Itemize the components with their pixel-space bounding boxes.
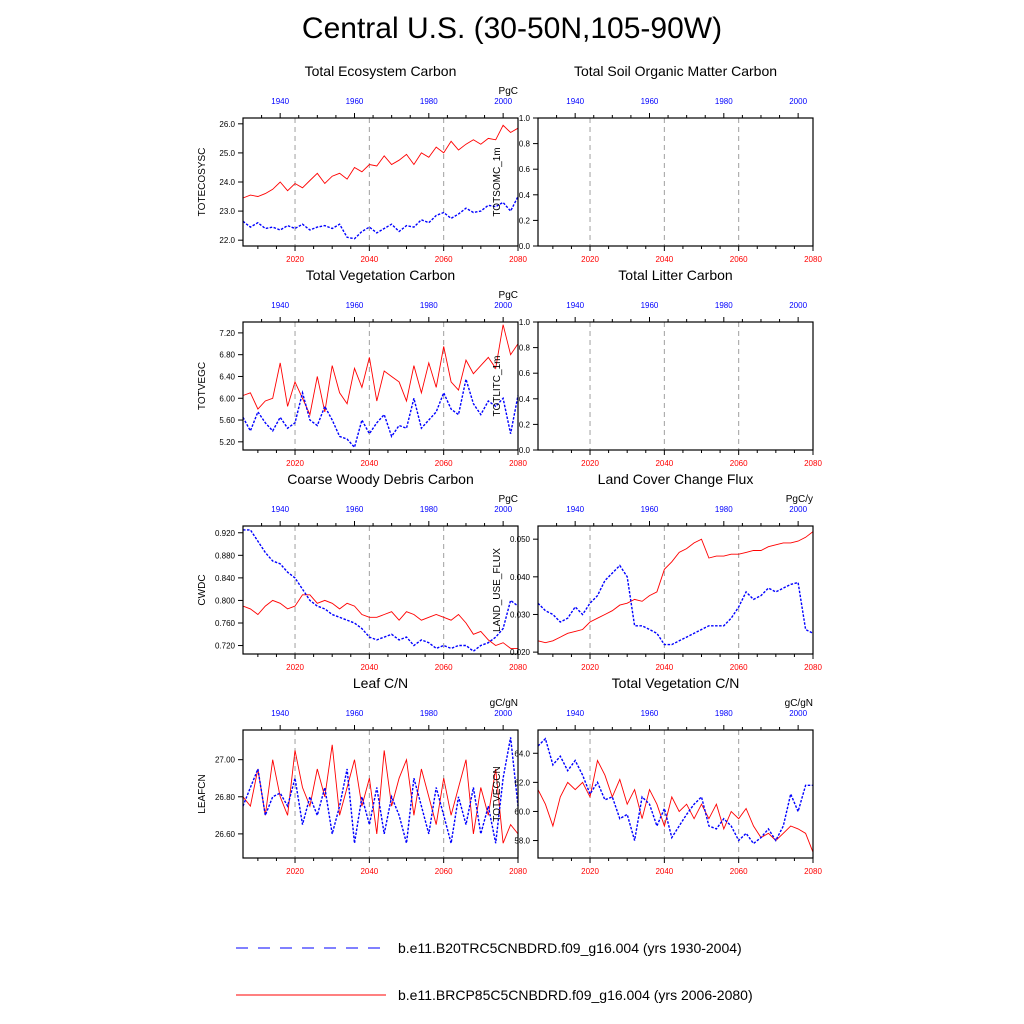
y-tick-label: 0.840 [214,573,235,583]
y-tick-label: 0.800 [214,596,235,606]
bottom-x-tick-label: 2020 [286,867,304,876]
y-tick-label: 22.0 [219,236,235,246]
top-x-tick-label: 1980 [714,709,733,718]
series-line-rcp85 [243,595,518,649]
top-x-tick-label: 1980 [419,505,438,514]
y-tick-label: 0.2 [518,420,530,430]
y-tick-label: 0.8 [518,343,530,353]
top-x-tick-label: 2000 [789,97,808,106]
top-x-tick-label: 1960 [345,97,364,106]
y-tick-label: 0.030 [509,610,530,620]
y-tick-label: 6.80 [219,350,235,360]
bottom-x-tick-label: 2080 [804,663,822,672]
y-tick-label: 0.760 [214,618,235,628]
plot-frame [538,322,813,450]
top-x-tick-label: 2000 [789,505,808,514]
legend-label: b.e11.B20TRC5CNBDRD.f09_g16.004 (yrs 1930-2004) [398,940,742,956]
top-x-tick-label: 1940 [271,301,290,310]
top-x-tick-label: 1940 [566,709,585,718]
bottom-x-tick-label: 2020 [581,663,599,672]
chart-panel [197,267,527,468]
y-tick-label: 64.0 [514,749,530,759]
bottom-x-tick-label: 2060 [729,867,748,876]
units-label: PgC/y [785,494,813,505]
bottom-x-tick-label: 2080 [509,459,527,468]
series-line-rcp85 [243,325,518,415]
top-x-tick-label: 1940 [271,505,290,514]
chart-panel [492,471,822,672]
y-tick-label: 7.20 [219,328,235,338]
top-x-tick-label: 2000 [494,97,513,106]
units-label: PgC [498,86,518,97]
top-x-tick-label: 1980 [714,301,733,310]
top-x-tick-label: 1960 [640,505,659,514]
top-x-tick-label: 2000 [789,301,808,310]
y-tick-label: 0.050 [509,535,530,545]
bottom-x-tick-label: 2040 [360,255,379,264]
y-tick-label: 0.720 [214,641,235,651]
y-axis-label: LEAFCN [197,774,208,814]
units-label: gC/gN [489,698,518,709]
top-x-tick-label: 2000 [494,505,513,514]
y-tick-label: 26.80 [214,792,235,802]
bottom-x-tick-label: 2040 [360,459,379,468]
bottom-x-tick-label: 2080 [804,255,822,264]
y-tick-label: 0.0 [518,446,530,455]
panel-title: Total Vegetation Carbon [305,267,456,283]
panel-title: Total Vegetation C/N [611,675,740,691]
top-x-tick-label: 1980 [714,505,733,514]
y-tick-label: 25.0 [219,148,235,158]
y-tick-label: 62.0 [514,778,530,788]
y-tick-label: 58.0 [514,836,530,846]
units-label: PgC [498,290,518,301]
bottom-x-tick-label: 2060 [729,255,748,264]
bottom-x-tick-label: 2040 [360,867,379,876]
y-tick-label: 23.0 [219,207,235,217]
bottom-x-tick-label: 2080 [509,663,527,672]
chart-panel [197,675,527,876]
y-axis-label: TOTVEGCN [492,766,503,822]
bottom-x-tick-label: 2080 [804,867,822,876]
panel-title: Total Soil Organic Matter Carbon [573,63,778,79]
bottom-x-tick-label: 2060 [729,459,748,468]
plot-frame [538,730,813,858]
page-title: Central U.S. (30-50N,105-90W) [301,12,723,45]
y-tick-label: 0.040 [509,572,530,582]
y-axis-label: TOTVEGC [197,361,208,411]
y-tick-label: 0.8 [518,139,530,149]
chart-panel [492,63,822,264]
series-line-rcp85 [243,745,518,843]
top-x-tick-label: 1960 [640,97,659,106]
bottom-x-tick-label: 2060 [434,867,453,876]
top-x-tick-label: 1980 [419,301,438,310]
y-tick-label: 26.60 [214,829,235,839]
bottom-x-tick-label: 2040 [655,663,674,672]
top-x-tick-label: 1940 [566,97,585,106]
panel-title: Coarse Woody Debris Carbon [287,471,474,487]
bottom-x-tick-label: 2020 [581,459,599,468]
series-line-historical [538,566,813,645]
bottom-x-tick-label: 2040 [360,663,379,672]
bottom-x-tick-label: 2080 [509,255,527,264]
bottom-x-tick-label: 2020 [581,255,599,264]
bottom-x-tick-label: 2060 [729,663,748,672]
units-label: gC/gN [784,698,813,709]
panel-title: Land Cover Change Flux [597,471,754,487]
units-label: PgC [498,494,518,505]
panel-title: Total Litter Carbon [618,267,733,283]
top-x-tick-label: 1940 [566,505,585,514]
y-tick-label: 24.0 [219,178,235,187]
series-line-historical [243,197,518,239]
plot-frame [538,118,813,246]
bottom-x-tick-label: 2060 [434,459,453,468]
bottom-x-tick-label: 2080 [804,459,822,468]
bottom-x-tick-label: 2060 [434,255,453,264]
top-x-tick-label: 2000 [789,709,808,718]
panel-title: Leaf C/N [352,675,409,691]
y-tick-label: 1.0 [518,114,530,123]
y-tick-label: 0.4 [518,394,530,404]
top-x-tick-label: 1940 [271,97,290,106]
y-tick-label: 5.20 [219,437,235,447]
series-line-historical [538,739,813,844]
chart-panel [489,675,822,876]
plot-frame [243,526,518,654]
bottom-x-tick-label: 2020 [286,663,304,672]
y-tick-label: 0.2 [518,216,530,226]
top-x-tick-label: 1980 [419,709,438,718]
y-axis-label: TOTECOSYSC [197,147,208,217]
y-tick-label: 0.4 [518,190,530,200]
y-tick-label: 6.40 [219,372,235,382]
chart-panel [197,63,527,264]
y-tick-label: 1.0 [518,318,530,327]
series-line-rcp85 [538,532,813,643]
chart-panel [492,267,822,468]
series-line-historical [243,379,518,447]
top-x-tick-label: 1980 [419,97,438,106]
y-axis-label: LAND_USE_FLUX [492,548,503,632]
series-line-rcp85 [243,125,518,198]
top-x-tick-label: 2000 [494,301,513,310]
y-tick-label: 60.0 [514,807,530,817]
bottom-x-tick-label: 2020 [286,255,304,264]
top-x-tick-label: 1940 [566,301,585,310]
y-tick-label: 0.880 [214,551,235,561]
bottom-x-tick-label: 2080 [509,867,527,876]
y-tick-label: 0.020 [509,648,530,658]
top-x-tick-label: 1940 [271,709,290,718]
top-x-tick-label: 2000 [494,709,513,718]
top-x-tick-label: 1960 [345,505,364,514]
bottom-x-tick-label: 2020 [286,459,304,468]
y-tick-label: 0.0 [518,242,530,251]
panel-title: Total Ecosystem Carbon [304,63,457,79]
top-x-tick-label: 1960 [640,301,659,310]
chart-panel [197,471,527,672]
y-axis-label: CWDC [197,574,208,606]
bottom-x-tick-label: 2020 [581,867,599,876]
top-x-tick-label: 1980 [714,97,733,106]
series-line-rcp85 [538,761,813,853]
top-x-tick-label: 1960 [345,709,364,718]
y-tick-label: 0.6 [518,369,530,379]
y-tick-label: 5.60 [219,416,235,426]
legend-label: b.e11.BRCP85C5CNBDRD.f09_g16.004 (yrs 2006-2080) [398,987,753,1003]
plot-frame [538,526,813,654]
bottom-x-tick-label: 2060 [434,663,453,672]
top-x-tick-label: 1960 [345,301,364,310]
y-tick-label: 0.6 [518,165,530,175]
bottom-x-tick-label: 2040 [655,459,674,468]
y-tick-label: 6.00 [219,394,235,404]
bottom-x-tick-label: 2040 [655,255,674,264]
top-x-tick-label: 1960 [640,709,659,718]
bottom-x-tick-label: 2040 [655,867,674,876]
y-tick-label: 0.920 [214,528,235,538]
y-tick-label: 26.0 [219,119,235,129]
y-tick-label: 27.00 [214,755,235,765]
y-axis-label: TOTSOMC_1m [492,147,503,217]
y-axis-label: TOTLITC_1m [492,355,503,417]
